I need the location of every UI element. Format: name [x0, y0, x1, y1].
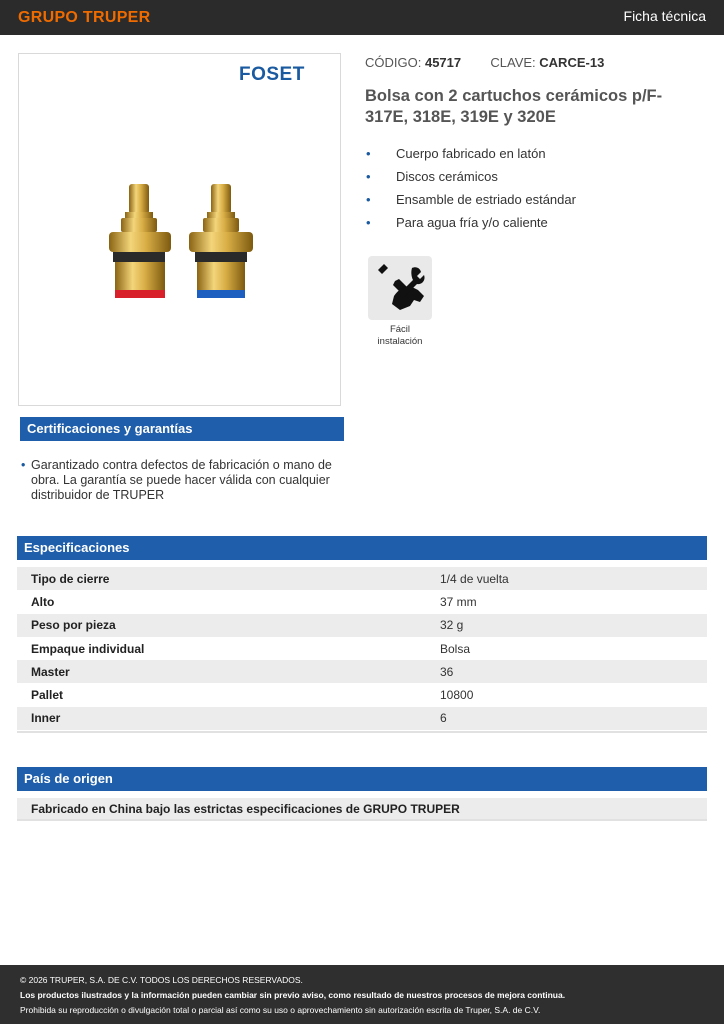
key-label: CLAVE: [490, 55, 536, 70]
spec-value: 37 mm [440, 594, 477, 609]
code-label: CÓDIGO: [365, 55, 422, 70]
feature-item: • Ensamble de estriado estándar [365, 191, 576, 214]
feature-item: • Para agua fría y/o caliente [365, 214, 576, 237]
table-row [17, 707, 707, 730]
feature-item: • Cuerpo fabricado en latón [365, 145, 576, 168]
spec-value: 10800 [440, 688, 474, 703]
foset-logo: FOSET [239, 64, 305, 85]
table-row [17, 614, 707, 637]
copyright-text: © 2026 TRUPER, S.A. DE C.V. TODOS LOS DERECHOS RESERVADOS. [20, 975, 303, 985]
document-type: Ficha técnica [623, 8, 706, 24]
warranty-text: • Garantizado contra defectos de fabricación o mano de obra. La garantía se puede hacer válida con cualquier distribuidor de TRUPER [21, 458, 336, 503]
certifications-header: Certificaciones y garantías [20, 417, 344, 441]
cold-cartridge [189, 184, 253, 298]
specifications-table [17, 567, 707, 730]
ceramic-cartridges-image [99, 176, 259, 360]
key-value: CARCE-13 [539, 55, 605, 70]
spec-value: 6 [440, 707, 707, 730]
brand-logo: GRUPO TRUPER [18, 9, 151, 26]
table-row [17, 637, 707, 660]
wrench-hand-icon [368, 256, 432, 320]
spec-label: Alto [31, 594, 55, 609]
spec-label: Empaque individual [31, 641, 145, 656]
top-bar [0, 0, 724, 35]
code-value: 45717 [424, 55, 462, 70]
easy-install-badge [368, 256, 432, 320]
product-photo [18, 53, 341, 406]
feature-item: • Discos cerámicos [365, 168, 576, 191]
spec-value: 1/4 de vuelta [440, 567, 707, 590]
table-row [17, 660, 707, 683]
origin-text: Fabricado en China bajo las estrictas especificaciones de GRUPO TRUPER [17, 798, 707, 821]
footer [0, 965, 724, 1024]
origin-header: País de origen [17, 767, 707, 791]
install-label-line-1: Fácil [389, 324, 411, 335]
spec-value: Bolsa [440, 641, 471, 656]
divider [17, 731, 707, 733]
spec-value: 36 [440, 660, 707, 683]
easy-install-label [360, 324, 440, 348]
spec-label: Peso por pieza [17, 614, 440, 637]
spec-value: 32 g [440, 614, 707, 637]
spec-label: Tipo de cierre [17, 567, 440, 590]
spec-label: Inner [17, 707, 440, 730]
notice-text: Los productos ilustrados y la información pueden cambiar sin previo aviso, como resultado de nuestros procesos de mejora continua. [20, 990, 566, 1000]
hot-cartridge [109, 184, 171, 298]
prohibition-text: Prohibida su reproducción o divulgación total o parcial así como su uso o aprovechamiento sin autorización escrita de Truper, S.A. de C.V. [20, 1005, 541, 1015]
spec-label: Pallet [31, 688, 64, 703]
install-label-line-2: instalación [377, 336, 423, 347]
spec-label: Master [17, 660, 440, 683]
product-title: Bolsa con 2 cartuchos cerámicos p/F-317E, 318E, 319E y 320E [365, 87, 663, 126]
feature-list [365, 145, 576, 237]
table-row [17, 683, 707, 706]
table-row [17, 567, 707, 590]
table-row [17, 590, 707, 613]
product-codes [365, 55, 604, 70]
specifications-header: Especificaciones [17, 536, 707, 560]
